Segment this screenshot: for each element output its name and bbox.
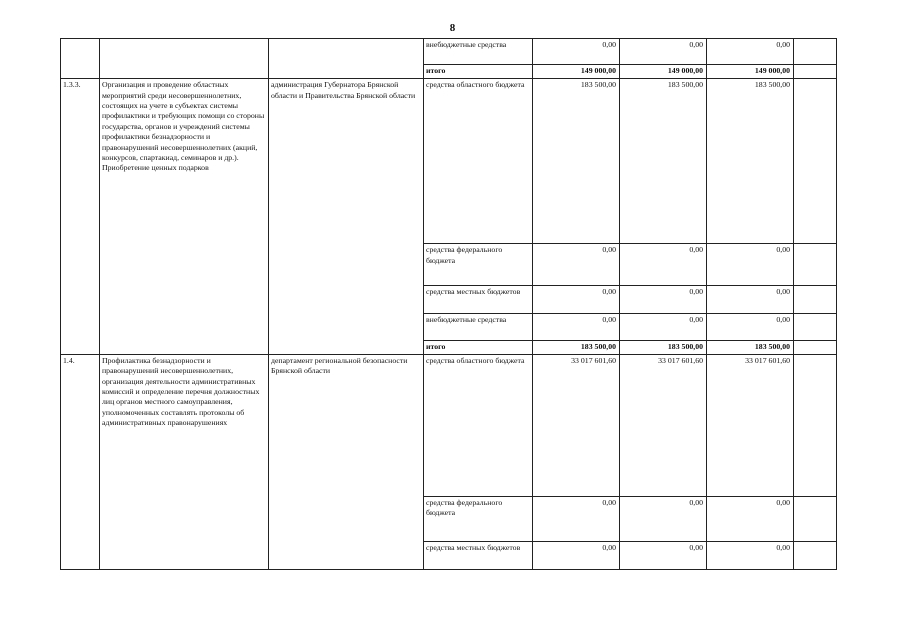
empty-cell	[794, 286, 837, 313]
source-cell: средства федерального бюджета	[424, 496, 533, 541]
value-cell: 183 500,00	[707, 340, 794, 354]
empty-cell	[794, 79, 837, 244]
empty-cell	[794, 354, 837, 496]
value-cell: 0,00	[620, 313, 707, 340]
code-cell: 1.4.	[61, 354, 100, 569]
value-cell: 183 500,00	[620, 340, 707, 354]
table-row	[61, 79, 837, 244]
budget-table	[60, 38, 837, 570]
value-cell: 149 000,00	[707, 65, 794, 79]
source-cell: средства областного бюджета	[424, 79, 533, 244]
value-cell: 0,00	[533, 286, 620, 313]
executor-cell: администрация Губернатора Брянской области и Правительства Брянской области	[269, 79, 424, 355]
source-cell: итого	[424, 340, 533, 354]
value-cell: 0,00	[533, 496, 620, 541]
value-cell: 0,00	[620, 286, 707, 313]
empty-cell	[794, 541, 837, 569]
code-cell	[61, 39, 100, 79]
value-cell: 0,00	[707, 39, 794, 65]
value-cell: 0,00	[533, 541, 620, 569]
empty-cell	[794, 496, 837, 541]
value-cell: 0,00	[707, 244, 794, 286]
value-cell: 0,00	[707, 313, 794, 340]
source-cell: средства местных бюджетов	[424, 541, 533, 569]
value-cell: 0,00	[620, 541, 707, 569]
source-cell: внебюджетные средства	[424, 313, 533, 340]
value-cell: 33 017 601,60	[707, 354, 794, 496]
page-number: 8	[449, 22, 456, 34]
source-cell: средства федерального бюджета	[424, 244, 533, 286]
empty-cell	[794, 65, 837, 79]
value-cell: 33 017 601,60	[533, 354, 620, 496]
value-cell: 0,00	[620, 39, 707, 65]
value-cell: 0,00	[707, 496, 794, 541]
empty-cell	[794, 340, 837, 354]
value-cell: 183 500,00	[707, 79, 794, 244]
value-cell: 33 017 601,60	[620, 354, 707, 496]
name-cell	[100, 39, 269, 79]
value-cell: 0,00	[533, 244, 620, 286]
value-cell: 183 500,00	[533, 340, 620, 354]
value-cell: 149 000,00	[533, 65, 620, 79]
name-cell: Профилактика безнадзорности и правонарушений несовершеннолетних, организация деятельности административных комиссий и определение перечня должностных лиц органов местного самоуправления, уполномоченных составлять протоколы об административных правонарушениях	[100, 354, 269, 569]
value-cell: 183 500,00	[533, 79, 620, 244]
source-cell: средства местных бюджетов	[424, 286, 533, 313]
table-row	[61, 354, 837, 496]
value-cell: 0,00	[620, 496, 707, 541]
executor-cell	[269, 39, 424, 79]
value-cell: 0,00	[620, 244, 707, 286]
empty-cell	[794, 39, 837, 65]
value-cell: 183 500,00	[620, 79, 707, 244]
name-cell: Организация и проведение областных мероприятий среди несовершеннолетних, состоящих на учете в субъектах системы профилактики и требующих помощи со стороны государства, органов и учреждений системы профилактики безнадзорности и правонарушений несовершеннолетних (акций, конкурсов, спартакиад, семинаров и др.). Приобретение ценных подарков	[100, 79, 269, 355]
code-cell: 1.3.3.	[61, 79, 100, 355]
source-cell: итого	[424, 65, 533, 79]
value-cell: 149 000,00	[620, 65, 707, 79]
executor-cell: департамент региональной безопасности Брянской области	[269, 354, 424, 569]
value-cell: 0,00	[533, 313, 620, 340]
empty-cell	[794, 244, 837, 286]
value-cell: 0,00	[533, 39, 620, 65]
source-cell: внебюджетные средства	[424, 39, 533, 65]
value-cell: 0,00	[707, 286, 794, 313]
source-cell: средства областного бюджета	[424, 354, 533, 496]
value-cell: 0,00	[707, 541, 794, 569]
table-row	[61, 39, 837, 65]
empty-cell	[794, 313, 837, 340]
